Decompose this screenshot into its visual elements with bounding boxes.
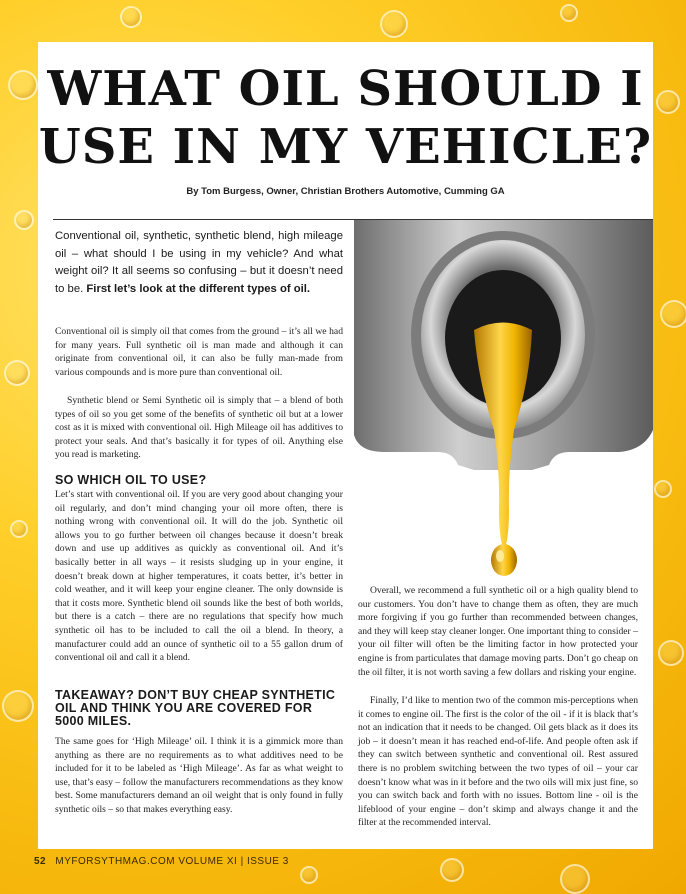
publication-name: MYFORSYTHMAG.COM (55, 856, 176, 867)
byline: By Tom Burgess, Owner, Christian Brothers Automotive, Cumming GA (186, 186, 505, 197)
paragraph-high-mileage: The same goes for ‘High Mileage’ oil. I think it is a gimmick more than anything as there are no requirements as to what additives need to be included for it to be labeled as ‘High Mileage’. As far as what weight to use, that’s easy – follow the manufacturers recommendations as they know best. Some manufacturers demand an oil weight that is only found in fully synthetic oils – so that makes everything easy. (55, 736, 343, 815)
page-number: 52 (34, 856, 47, 867)
paragraph-which-oil: Let’s start with conventional oil. If you are very good about changing your oil regularly, and don’t mind changing your oil more often, there is nothing wrong with conventional oil. It will do the job. Synthetic oil allows you to go further between oil changes because it doesn’t break down and use up additives as quickly as conventional oil. And it’s basically better in all ways – it resists sludging up in your engine, it doesn’t break down at higher temperatures, it coats better, it’s better in cold weather, and it will keep your engine cleaner. The only downside is that it costs more. Synthetic blend oil sounds like the best of both worlds, but there is a catch – there are no regulations that specify how much synthetic oil has to be included to call the oil a blend. In theory, a manufacturer could add an ounce of synthetic oil to a 55 gallon drum of conventional oil and call it a blend. (55, 489, 343, 664)
lead-text: Conventional oil, synthetic, synthetic blend, high mileage oil – what should I be using in my vehicle? And what weight oil? It all seems so confusing – but it doesn’t need to be. (55, 230, 343, 295)
article-title (38, 60, 653, 176)
article-panel (38, 42, 653, 849)
issue-label: VOLUME XI | ISSUE 3 (178, 856, 289, 867)
oil-bottle-pouring-illustration (354, 220, 653, 582)
paragraph-misperceptions: Finally, I’d like to mention two of the common mis-perceptions when it comes to engine oil. The first is the color of the oil - if it is black that’s not an indication that it needs to be changed. Oil gets black as it does its job – it doesn’t mean it has reached end-of-life. And people often ask if they can switch between synthetic and conventional oil. Rest assured there is no problem switching between the two types of oil – your car doesn’t know what was in it before and the two oils will mix just fine, so you can switch back and forth with no issues. Bottom line - oil is the lifeblood of your engine – don’t skimp and always change it and the filter at the recommended interval. (358, 695, 638, 829)
page-footer (34, 856, 289, 867)
title-line-1: WHAT OIL SHOULD I (47, 61, 644, 117)
title-line-2: USE IN MY VEHICLE? (38, 119, 653, 175)
paragraph-conventional: Conventional oil is simply oil that comes from the ground – it’s all we had for many years. Full synthetic oil is man made and although it can originate from conventional oil, it can also be fully man-made from various compounds and is more pure than conventional oil. (55, 326, 343, 378)
divider-left (53, 219, 354, 220)
heading-takeaway: TAKEAWAY? DON’T BUY CHEAP SYNTHETIC OIL AND THINK YOU ARE COVERED FOR 5000 MILES. (55, 688, 336, 728)
paragraph-recommendation: Overall, we recommend a full synthetic oil or a high quality blend to our customers. You don’t have to change them as often, they are much more forgiving if you go further than recommended between changes, and they will keep stay cleaner longer. One important thing to consider – your oil filter will often be the limiting factor in how protected your engine is from particulates that damage moving parts. Don’t go cheap on the oil filter, it is not worth saving a few dollars and risking your engine. (358, 585, 638, 678)
heading-which-oil: SO WHICH OIL TO USE? (55, 473, 207, 487)
lead-paragraph (55, 228, 343, 298)
lead-bold-text: First let’s look at the different types of oil. (83, 282, 311, 295)
paragraph-blend: Synthetic blend or Semi Synthetic oil is simply that – a blend of both types of oil so you get some of the benefits of synthetic oil but at a lower cost as it is mixed with conventional oil. High Mileage oil has additives to protect your seals. And that’s basically it for types of oil. Anything else you read is marketing. (55, 395, 343, 461)
